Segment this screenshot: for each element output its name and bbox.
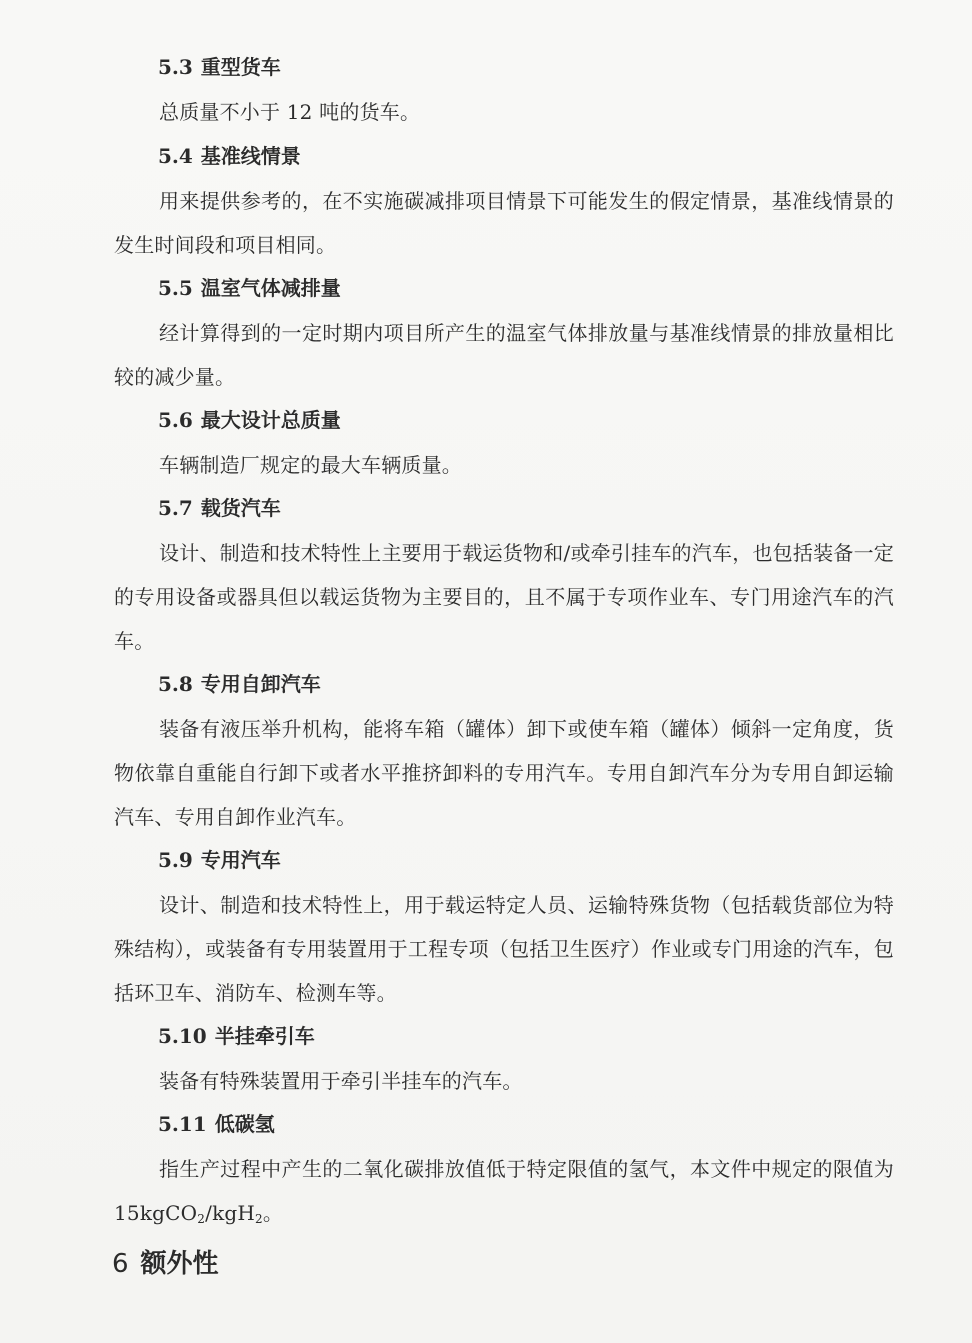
heading-5-4 bbox=[158, 142, 301, 170]
heading-title: 重型货车 bbox=[200, 55, 281, 79]
paragraph-5-6: 车辆制造厂规定的最大车辆质量。 bbox=[159, 453, 462, 477]
paragraph-5-11 bbox=[114, 1147, 894, 1241]
heading-number: 5.3 bbox=[158, 55, 193, 79]
heading-5-3 bbox=[158, 53, 281, 81]
subscript: 2 bbox=[255, 1212, 263, 1226]
text-mid: /kgH bbox=[205, 1201, 256, 1225]
heading-number: 5.8 bbox=[158, 672, 193, 696]
heading-title: 温室气体减排量 bbox=[200, 276, 341, 300]
heading-5-7 bbox=[158, 494, 281, 522]
heading-number: 5.11 bbox=[158, 1112, 207, 1136]
paragraph-5-8: 装备有液压举升机构，能将车箱（罐体）卸下或使车箱（罐体）倾斜一定角度，货物依靠自重能自行卸下或者水平推挤卸料的专用汽车。专用自卸汽车分为专用自卸运输汽车、专用自卸作业汽车。 bbox=[114, 717, 894, 829]
heading-title: 最大设计总质量 bbox=[200, 408, 341, 432]
subscript: 2 bbox=[197, 1212, 206, 1226]
paragraph-5-4: 用来提供参考的，在不实施碳减排项目情景下可能发生的假定情景，基准线情景的发生时间段和项目相同。 bbox=[114, 189, 894, 257]
heading-title: 基准线情景 bbox=[200, 144, 301, 168]
heading-title: 专用汽车 bbox=[200, 848, 281, 872]
heading-number: 5.6 bbox=[158, 408, 193, 432]
paragraph-5-10: 装备有特殊装置用于牵引半挂车的汽车。 bbox=[159, 1069, 523, 1093]
heading-5-5 bbox=[158, 274, 341, 302]
paragraph-5-5: 经计算得到的一定时期内项目所产生的温室气体排放量与基准线情景的排放量相比较的减少量。 bbox=[114, 321, 894, 389]
paragraph-5-3: 总质量不小于 12 吨的货车。 bbox=[159, 100, 421, 124]
heading-5-8 bbox=[158, 670, 321, 698]
section-number: 6 bbox=[112, 1249, 129, 1279]
heading-5-9 bbox=[158, 846, 281, 874]
section-title: 额外性 bbox=[140, 1249, 219, 1279]
section-heading-6 bbox=[112, 1247, 219, 1281]
heading-5-11 bbox=[158, 1110, 275, 1138]
heading-5-10 bbox=[158, 1022, 315, 1050]
heading-number: 5.7 bbox=[158, 496, 193, 520]
text-prefix: 指生产过程中产生的二氧化碳排放值低于特定限值的氢气，本文件中规定的限值为 15kgCO bbox=[114, 1157, 894, 1225]
heading-title: 专用自卸汽车 bbox=[200, 672, 321, 696]
heading-5-6 bbox=[158, 406, 341, 434]
heading-number: 5.10 bbox=[158, 1024, 207, 1048]
paragraph-5-9: 设计、制造和技术特性上，用于载运特定人员、运输特殊货物（包括载货部位为特殊结构），或装备有专用装置用于工程专项（包括卫生医疗）作业或专门用途的汽车，包括环卫车、消防车、检测车等。 bbox=[114, 893, 894, 1005]
heading-title: 半挂牵引车 bbox=[214, 1024, 315, 1048]
heading-title: 载货汽车 bbox=[200, 496, 281, 520]
paragraph-5-7: 设计、制造和技术特性上主要用于载运货物和/或牵引挂车的汽车，也包括装备一定的专用设备或器具但以载运货物为主要目的，且不属于专项作业车、专门用途汽车的汽车。 bbox=[114, 541, 894, 653]
heading-number: 5.4 bbox=[158, 144, 193, 168]
heading-title: 低碳氢 bbox=[214, 1112, 275, 1136]
heading-number: 5.9 bbox=[158, 848, 193, 872]
heading-number: 5.5 bbox=[158, 276, 193, 300]
text-suffix: 。 bbox=[262, 1201, 284, 1225]
